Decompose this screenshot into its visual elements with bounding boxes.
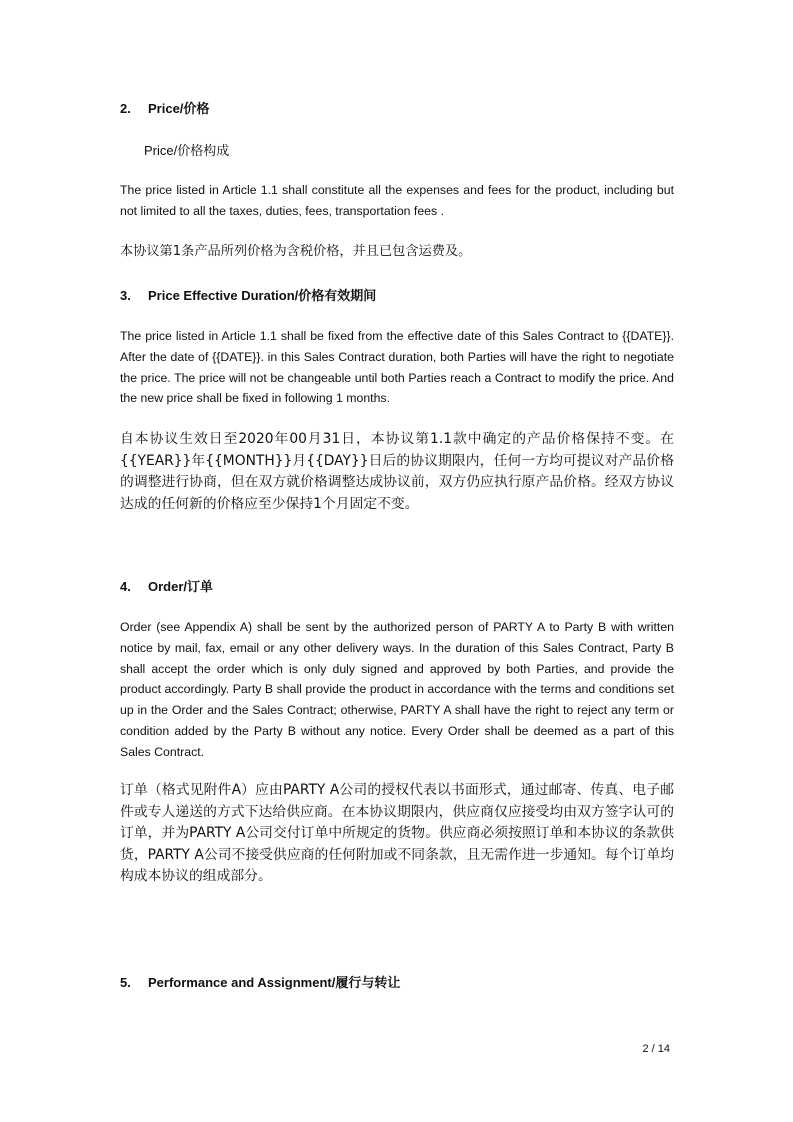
paragraph-order-chinese: 订单（格式见附件A）应由PARTY A公司的授权代表以书面形式，通过邮寄、传真、电子邮件或专人递送的方式下达给供应商。在本协议期限内，供应商仅应接受均由双方签字认可的订单，并为PARTY A公司交付订单中所规定的货物。供应商必须按照订单和本协议的条款供货，PARTY A公司不接受供应商的任何附加或不同条款，且无需作进一步通知。每个订单均构成本协议的组成部分。 <box>120 782 674 884</box>
section-title: Order/订单 <box>148 579 214 594</box>
section-heading-price <box>120 98 209 117</box>
section-heading-order <box>120 576 213 595</box>
section-title: Price/价格 <box>148 101 210 116</box>
page-number: 2 / 14 <box>642 1043 670 1055</box>
section-heading-duration <box>120 285 376 304</box>
section-subtitle-price: Price/价格构成 <box>144 143 230 158</box>
section-number: 3. <box>120 288 131 303</box>
paragraph-price-chinese: 本协议第1条产品所列价格为含税价格，并且已包含运费及。 <box>120 244 472 259</box>
paragraph-duration-chinese: 自本协议生效日至2020年00月31日，本协议第1.1款中确定的产品价格保持不变。在{{YEAR}}年{{MONTH}}月{{DAY}}日后的协议期限内，任何一方均可提议对产品价格的调整进行协商，但在双方就价格调整达成协议前，双方仍应执行原产品价格。经双方协议达成的任何新的价格应至少保持1个月固定不变。 <box>120 431 674 512</box>
paragraph-order-english: Order (see Appendix A) shall be sent by the authorized person of PARTY A to Party B with written notice by mail, fax, email or any other delivery ways. In the duration of this Sales Contract, Party B shall accept the order which is only duly signed and approved by both Parties, and provide the product accordingly. Party B shall provide the product in accordance with the terms and conditions set up in the Order and the Sales Contract; otherwise, PARTY A shall have the right to reject any term or condition added by the Party B without any notice. Every Order shall be deemed as a part of this Sales Contract. <box>120 620 674 759</box>
section-title: Price Effective Duration/价格有效期间 <box>148 288 377 303</box>
paragraph-duration-english: The price listed in Article 1.1 shall be fixed from the effective date of this Sales Contract to {{DATE}}. After the date of {{DATE}}. in this Sales Contract duration, both Parties will have the right to negotiate the price. The price will not be changeable until both Parties reach a Contract to modify the price. And the new price shall be fixed in following 1 months. <box>120 329 674 406</box>
section-title: Performance and Assignment/履行与转让 <box>148 975 401 990</box>
section-number: 4. <box>120 579 131 594</box>
paragraph-price-english: The price listed in Article 1.1 shall constitute all the expenses and fees for the product, including but not limited to all the taxes, duties, fees, transportation fees . <box>120 183 674 218</box>
section-heading-performance <box>120 972 400 991</box>
section-number: 2. <box>120 101 131 116</box>
section-number: 5. <box>120 975 131 990</box>
